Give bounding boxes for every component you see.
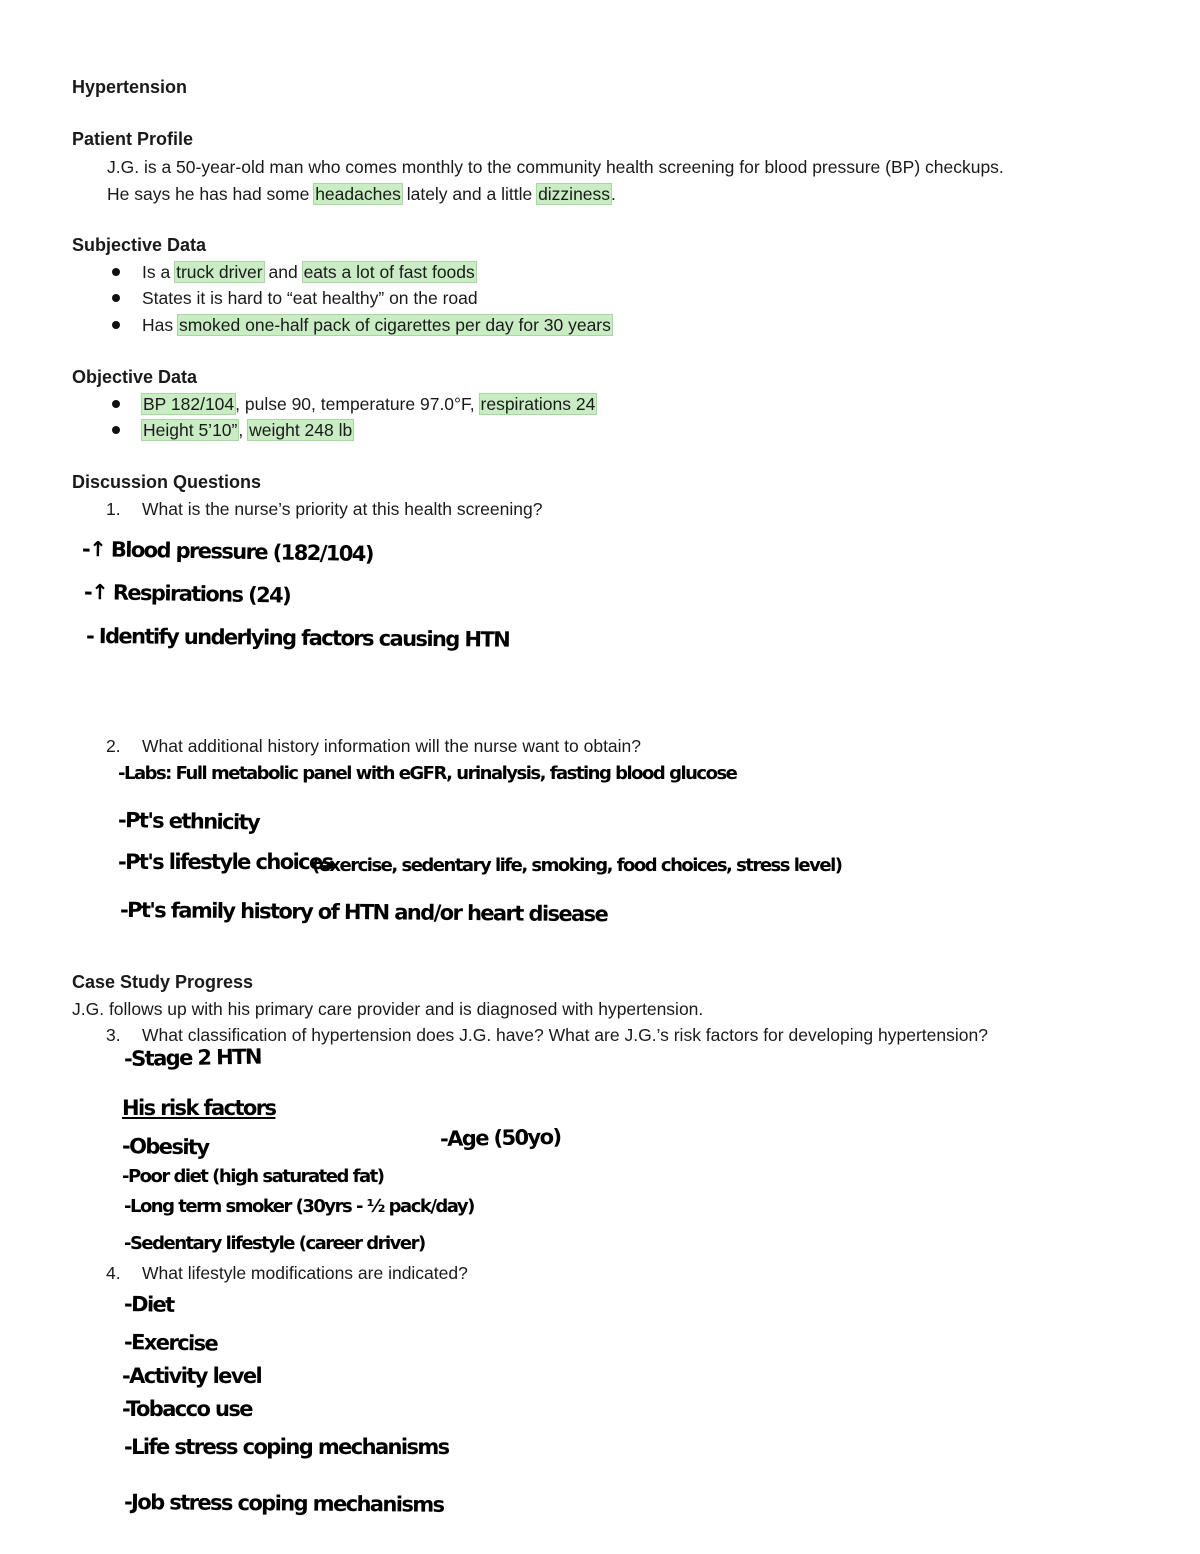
- case-study-progress-intro: J.G. follows up with his primary care provider and is diagnosed with hypertension.: [72, 999, 704, 1019]
- handwritten-answer-1-line-2: -↑ Respirations (24): [83, 580, 291, 608]
- subjective-bullet-3: [142, 314, 612, 336]
- handwritten-answer-3-line-1: -Stage 2 HTN: [123, 1044, 262, 1071]
- highlight-height: Height 5’10”: [143, 420, 238, 440]
- question-2: What additional history information will the nurse want to obtain?: [142, 736, 642, 756]
- text-run: and: [263, 262, 303, 282]
- objective-data-heading: Objective Data: [72, 367, 198, 387]
- handwritten-answer-3-line-2: His risk factors: [122, 1096, 276, 1120]
- handwritten-answer-1-line-3: - Identify underlying factors causing HTN: [85, 624, 510, 652]
- bullet-icon: [112, 321, 120, 329]
- handwritten-answer-4-line-6: -Job stress coping mechanisms: [123, 1490, 444, 1517]
- handwritten-answer-1-line-1: -↑ Blood pressure (182/104): [81, 537, 374, 567]
- bullet-icon: [112, 426, 120, 434]
- highlight-truck-driver: truck driver: [176, 262, 263, 282]
- question-number: 2.: [106, 736, 121, 756]
- handwritten-answer-4-line-2: -Exercise: [123, 1330, 218, 1356]
- patient-profile-heading: Patient Profile: [72, 129, 194, 149]
- handwritten-answer-2-line-4: -Pt's family history of HTN and/or heart disease: [119, 898, 608, 927]
- handwritten-answer-2-line-1: -Labs: Full metabolic panel with eGFR, urinalysis, fasting blood glucose: [118, 763, 737, 784]
- case-study-progress-heading: Case Study Progress: [72, 972, 254, 992]
- handwritten-answer-2-line-3: -Pt's lifestyle choices: [118, 850, 333, 874]
- question-1: What is the nurse’s priority at this health screening?: [142, 499, 543, 519]
- text-run: He says he has had some: [107, 184, 315, 204]
- objective-bullet-1: [142, 393, 596, 415]
- highlight-dizziness: dizziness: [538, 184, 611, 204]
- text-run: lately and a little: [401, 184, 538, 204]
- handwritten-answer-2-line-2: -Pt's ethnicity: [117, 808, 260, 835]
- bullet-icon: [112, 400, 120, 408]
- question-4: What lifestyle modifications are indicated?: [142, 1263, 468, 1283]
- text-run: .: [611, 184, 616, 204]
- question-3: What classification of hypertension does J.G. have? What are J.G.’s risk factors for developing hypertension?: [142, 1025, 988, 1045]
- question-number: 1.: [106, 499, 121, 519]
- handwritten-answer-2-line-3-detail: (exercise, sedentary life, smoking, food choices, stress level): [312, 855, 842, 876]
- text-run: Is a: [142, 262, 176, 282]
- subjective-bullet-1: [142, 261, 476, 283]
- handwritten-answer-3-line-5: -Poor diet (high saturated fat): [122, 1166, 384, 1187]
- handwritten-answer-4-line-3: -Activity level: [122, 1364, 262, 1388]
- highlight-smoking: smoked one-half pack of cigarettes per day for 30 years: [178, 315, 611, 335]
- question-number: 3.: [106, 1025, 121, 1045]
- handwritten-answer-4-line-4: -Tobacco use: [122, 1397, 252, 1421]
- highlight-weight: weight 248 lb: [249, 420, 353, 440]
- highlight-respirations: respirations 24: [480, 394, 596, 414]
- bullet-icon: [112, 268, 120, 276]
- subjective-data-heading: Subjective Data: [72, 235, 207, 255]
- handwritten-answer-3-line-3: -Obesity: [121, 1134, 209, 1160]
- text-run: Has: [142, 315, 178, 335]
- patient-profile-line-2: [107, 183, 616, 205]
- handwritten-answer-3-line-7: -Sedentary lifestyle (career driver): [124, 1233, 425, 1254]
- handwritten-answer-3-line-6: -Long term smoker (30yrs - ½ pack/day): [124, 1196, 474, 1217]
- subjective-bullet-2: States it is hard to “eat healthy” on the road: [142, 288, 478, 308]
- document-title: Hypertension: [72, 77, 188, 97]
- highlight-bp: BP 182/104: [143, 394, 235, 414]
- handwritten-answer-4-line-5: -Life stress coping mechanisms: [124, 1435, 449, 1459]
- highlight-headaches: headaches: [315, 184, 401, 204]
- text-run: , pulse 90, temperature 97.0°F,: [235, 394, 480, 414]
- objective-bullet-2: [142, 419, 353, 441]
- handwritten-answer-3-line-4: -Age (50yo): [439, 1124, 561, 1151]
- discussion-questions-heading: Discussion Questions: [72, 472, 262, 492]
- text-run: ,: [238, 420, 249, 440]
- bullet-icon: [112, 294, 120, 302]
- highlight-fast-foods: eats a lot of fast foods: [303, 262, 475, 282]
- handwritten-answer-4-line-1: -Diet: [123, 1292, 174, 1317]
- question-number: 4.: [106, 1263, 121, 1283]
- patient-profile-line-1: J.G. is a 50-year-old man who comes monthly to the community health screening for blood pressure (BP) checkups.: [107, 157, 1004, 177]
